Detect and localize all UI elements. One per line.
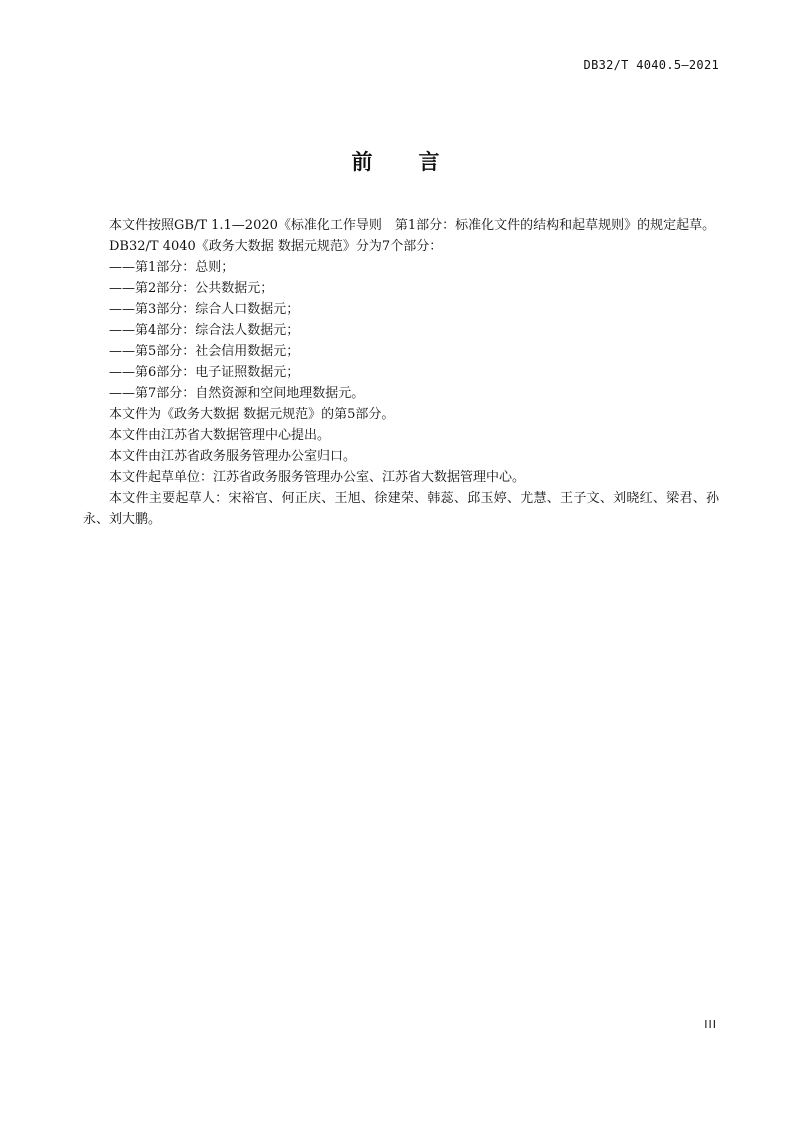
paragraph-drafting-units: 本文件起草单位：江苏省政务服务管理办公室、江苏省大数据管理中心。 [109, 470, 526, 485]
page-title [0, 146, 793, 176]
list-item-part-6: ——第6部分：电子证照数据元； [109, 365, 300, 380]
paragraph-drafters: 本文件主要起草人：宋裕官、何正庆、王旭、徐建荣、韩蕊、邱玉婷、尤慧、王子文、刘晓红、梁君、孙永、刘大鹏。 [83, 491, 719, 527]
paragraph-parts-intro: DB32/T 4040《政务大数据 数据元规范》分为7个部分： [109, 239, 443, 254]
title-char-2: 言 [418, 150, 442, 174]
list-item-part-7: ——第7部分：自然资源和空间地理数据元。 [109, 386, 365, 401]
list-item-part-5: ——第5部分：社会信用数据元； [109, 344, 300, 359]
paragraph-this-part: 本文件为《政务大数据 数据元规范》的第5部分。 [109, 407, 395, 422]
foreword-body [83, 215, 719, 530]
list-item-part-3: ——第3部分：综合人口数据元； [109, 302, 300, 317]
list-item-part-4: ——第4部分：综合法人数据元； [109, 323, 300, 338]
document-code: DB32/T 4040.5—2021 [583, 58, 719, 72]
page-number: III [704, 1018, 717, 1031]
paragraph-proposer: 本文件由江苏省大数据管理中心提出。 [109, 428, 331, 443]
title-char-1: 前 [351, 150, 375, 174]
list-item-part-2: ——第2部分：公共数据元； [109, 281, 274, 296]
paragraph-drafting-rules: 本文件按照GB/T 1.1—2020《标准化工作导则 第1部分：标准化文件的结构和起草规则》的规定起草。 [109, 218, 716, 233]
paragraph-responsible: 本文件由江苏省政务服务管理办公室归口。 [109, 449, 357, 464]
list-item-part-1: ——第1部分：总则； [109, 260, 235, 275]
